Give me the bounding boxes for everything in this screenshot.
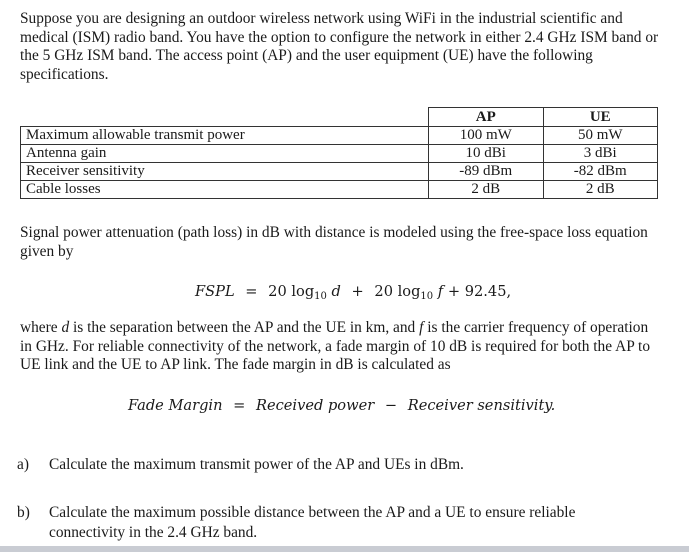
fspl-plus: + <box>351 283 364 300</box>
table-row <box>21 163 658 181</box>
fspl-comma: , <box>506 283 512 300</box>
question-text: Calculate the maximum possible distance between the AP and a UE to ensure reliable connectivity in the 2.4 GHz band. <box>49 504 576 541</box>
ap-value: 2 dB <box>429 181 544 199</box>
bottom-divider <box>0 546 689 552</box>
fade-period: . <box>550 397 556 414</box>
fspl-term2: 20 log <box>374 283 421 300</box>
fspl-equation <box>195 283 511 302</box>
question-b <box>17 503 576 541</box>
table-header-row <box>21 108 658 127</box>
fade-minus: − <box>384 397 398 414</box>
fspl-term1: 20 log <box>268 283 315 300</box>
where-paragraph <box>20 319 660 375</box>
table-header-blank <box>21 108 429 127</box>
fspl-f: f <box>437 283 444 300</box>
where-d: d <box>61 319 70 336</box>
fspl-sub2: 10 <box>420 291 434 302</box>
question-label: b) <box>17 504 30 521</box>
row-label: Cable losses <box>21 181 429 199</box>
header-ap: AP <box>429 108 544 127</box>
table-row <box>21 145 658 163</box>
where-w2: is the separation between the AP and the UE in km, and <box>73 319 416 336</box>
path-loss-paragraph: Signal power attenuation (path loss) in dB with distance is modeled using the free-space loss equation given by <box>20 224 648 260</box>
table-row <box>21 181 658 199</box>
ap-value: 100 mW <box>429 127 544 145</box>
table-row <box>21 127 658 145</box>
fspl-sub1: 10 <box>314 291 327 302</box>
fade-equals: = <box>233 397 246 414</box>
row-label: Receiver sensitivity <box>21 163 429 181</box>
row-label: Antenna gain <box>21 145 429 163</box>
ue-value: 2 dB <box>543 181 658 199</box>
ue-value: -82 dBm <box>543 163 658 181</box>
row-label: Maximum allowable transmit power <box>21 127 429 145</box>
where-f: f <box>419 319 424 336</box>
ue-value: 50 mW <box>543 127 658 145</box>
question-text: Calculate the maximum transmit power of the AP and UEs in dBm. <box>49 456 464 473</box>
where-w3: is the carrier frequency of operation in GHz. For reliable connectivity of the network, a fade margin of 10 dB is required for both the AP to UE link and the UE to AP link. The fade margin in dB is calculated as <box>20 319 651 373</box>
fade-lhs: Fade Margin <box>128 397 223 414</box>
fspl-lhs: FSPL <box>195 283 235 300</box>
fspl-d: d <box>331 283 341 300</box>
fade-margin-equation <box>128 397 555 414</box>
question-a <box>17 455 464 475</box>
ap-value: -89 dBm <box>429 163 544 181</box>
ap-value: 10 dBi <box>429 145 544 163</box>
ue-value: 3 dBi <box>543 145 658 163</box>
where-w1: where <box>20 319 58 336</box>
intro-paragraph: Suppose you are designing an outdoor wireless network using WiFi in the industrial scientific and medical (ISM) radio band. You have the option to configure the network in either 2.4 GHz ISM band or the 5 GHz ISM band. The access point (AP) and the user equipment (UE) have the following specifications. <box>20 10 659 83</box>
fade-received-power: Received power <box>256 397 375 414</box>
fade-receiver-sensitivity: Receiver sensitivity <box>407 397 551 414</box>
specifications-table <box>20 107 658 199</box>
header-ue: UE <box>543 108 658 127</box>
fspl-const: + 92.45 <box>447 283 507 300</box>
fspl-equals: = <box>245 283 258 300</box>
question-label: a) <box>17 456 29 473</box>
